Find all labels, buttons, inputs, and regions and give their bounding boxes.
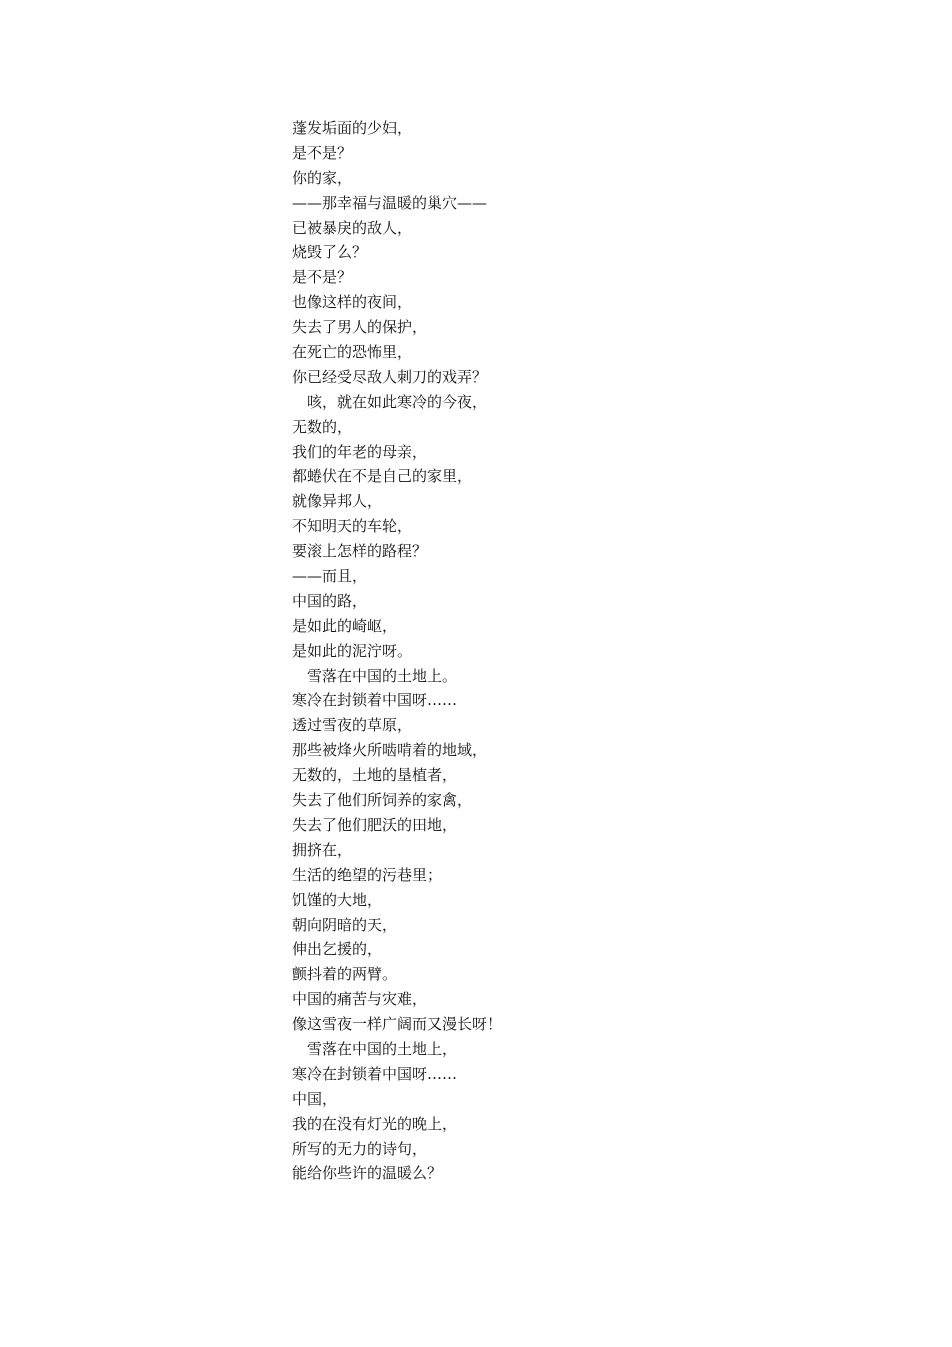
poem-line: ——而且， [292,567,368,586]
poem-line: 失去了男人的保护， [292,318,428,337]
poem-line: 不知明天的车轮， [292,517,413,536]
poem-line: 拥挤在， [292,840,353,859]
poem-line: 生活的绝望的污巷里； [292,865,443,884]
poem-line: 是不是？ [292,143,353,162]
poem-line: 饥馑的大地， [292,890,383,909]
poem-line: 无数的，土地的垦植者， [292,766,458,785]
poem-line: ——那幸福与温暖的巢穴—— [292,193,488,212]
poem-line: 在死亡的恐怖里， [292,343,413,362]
poem-line: 也像这样的夜间， [292,293,413,312]
poem-line: 已被暴戾的敌人， [292,218,413,237]
poem-line: 中国的痛苦与灾难， [292,990,428,1009]
poem-line: 咳，就在如此寒冷的今夜， [292,392,488,411]
poem-line: 透过雪夜的草原， [292,716,413,735]
poem-line: 我的在没有灯光的晚上， [292,1114,458,1133]
poem-line: 颤抖着的两臂。 [292,965,398,984]
poem-line: 那些被烽火所啮啃着的地域， [292,741,488,760]
poem-line: 蓬发垢面的少妇， [292,119,413,137]
poem-line: 我们的年老的母亲， [292,442,428,461]
poem-line: 所写的无力的诗句， [292,1139,428,1158]
poem-line: 失去了他们肥沃的田地， [292,815,458,834]
poem-line: 朝向阴暗的天， [292,915,398,934]
poem-line: 失去了他们所饲养的家禽， [292,791,473,810]
poem-line: 是如此的崎岖， [292,616,398,635]
poem-line: 雪落在中国的土地上。 [292,666,458,685]
poem-line: 要滚上怎样的路程？ [292,542,428,561]
poem-line: 伸出乞援的， [292,940,383,959]
poem-text [292,116,502,1186]
poem-line: 是不是？ [292,268,353,287]
poem-line: 像这雪夜一样广阔而又漫长呀！ [292,1015,503,1034]
poem-line: 中国， [292,1089,338,1108]
poem-line: 能给你些许的温暖么？ [292,1164,443,1183]
poem-line: 寒冷在封锁着中国呀…… [292,1064,458,1083]
poem-line: 都蜷伏在不是自己的家里， [292,467,473,486]
poem-line: 就像异邦人， [292,492,383,511]
poem-line: 无数的， [292,417,353,436]
poem-line: 你的家， [292,168,353,187]
poem-line: 雪落在中国的土地上， [292,1039,458,1058]
poem-line: 你已经受尽敌人刺刀的戏弄？ [292,367,488,386]
poem-line: 中国的路， [292,591,368,610]
poem-line: 寒冷在封锁着中国呀…… [292,691,458,710]
poem-line: 是如此的泥泞呀。 [292,641,413,660]
poem-line: 烧毁了么？ [292,243,368,262]
